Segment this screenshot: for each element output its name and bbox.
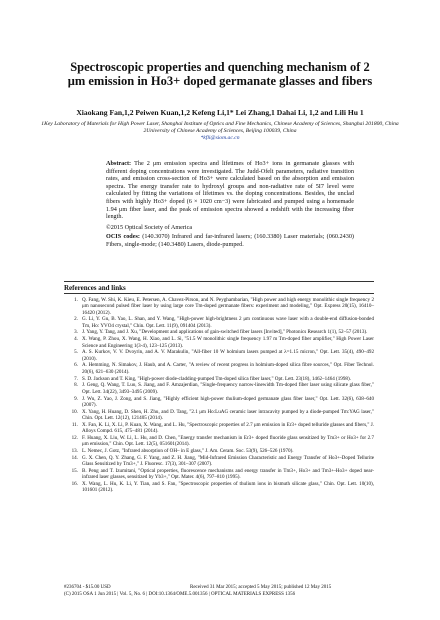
reference-number: 12. bbox=[71, 434, 78, 441]
reference-text: J. Geng, Q. Wang, T. Luo, S. Jiang, and F. Amzajerdian, "Single-frequency narrow-linewidth Tm-doped fiber laser using silicate glass fiber," Opt. Lett. 34(22), 3493–3495 (2009). bbox=[82, 382, 374, 395]
affiliation-2: 2University of Chinese Academy of Sciences, Beijing 100039, China bbox=[143, 128, 297, 134]
copyright-notice: ©2015 Optical Society of America bbox=[106, 223, 193, 231]
reference-text: G. Li, Y. Gu, B. Yao, L. Shan, and Y. Wang, "High-power high-brightness 2 μm continuous wave laser with a double-end diffusion-bonded Tm, Ho: YVO4 crystal," Chin. Opt. Lett. 11(9), 091404 (2013). bbox=[82, 316, 374, 329]
affiliations bbox=[40, 121, 400, 142]
corresponding-email[interactable]: *kfli@siom.ac.cn bbox=[200, 135, 240, 141]
reference-item bbox=[64, 316, 374, 329]
reference-text: S. D. Jackson and T. King, "High-power diode-cladding-pumped Tm-doped silica fiber laser," Opt. Lett. 23(18), 1462–1464 (1998). bbox=[82, 375, 351, 382]
footer-citation: (C) 2015 OSA 1 Jun 2015 | Vol. 5, No. 6 | DOI:10.1364/OME.5.001356 | OPTICAL MATERIALS EXPRESS 1356 bbox=[64, 592, 296, 597]
reference-number: 11. bbox=[71, 421, 78, 428]
footer-received: Received 31 Mar 2015; accepted 5 May 2015; published 12 May 2015 bbox=[190, 585, 332, 590]
reference-item bbox=[64, 396, 374, 409]
reference-text: Q. Fang, W. Shi, K. Kieu, E. Petersen, A. Chavez-Pirson, and N. Peyghambarian, "High power and high energy monolithic single frequency 2 μm nanosecond pulsed fiber laser by using large core Tm-doped germanate fibers: experiment and modeling," Opt. Express 20(15), 16410–16420 (2012). bbox=[82, 297, 374, 316]
reference-number: 10. bbox=[71, 408, 78, 415]
author-list: Xiaokang Fan,1,2 Peiwen Kuan,1,2 Kefeng Li,1* Lei Zhang,1 Dahai Li, 1,2 and Lili Hu 1 bbox=[76, 108, 364, 117]
reference-item bbox=[64, 362, 374, 375]
reference-text: J. Yang, Y. Tang, and J. Xu, "Development and applications of gain-switched fiber lasers [Invited]," Photonics Research 1(1), 52–57 (2013). bbox=[82, 329, 368, 336]
reference-item bbox=[64, 349, 374, 362]
reference-item bbox=[64, 376, 374, 382]
reference-text: F. Huang, X. Liu, W. Li, L. Hu, and D. Chen, "Energy transfer mechanism in Er3+ doped fluoride glass sensitized by Tm3+ or Ho3+ for 2.7 μm emission," Chin. Opt. Lett. 12(5), 051601(2014). bbox=[82, 434, 374, 448]
reference-item bbox=[64, 481, 374, 494]
affiliation-1: 1Key Laboratory of Materials for High Power Laser, Shanghai Institute of Optics and Fine Mechanics, Chinese Academy of Sciences, Shanghai 201800, China bbox=[41, 121, 399, 127]
reference-number: 4. bbox=[74, 336, 78, 343]
reference-text: X. Yang, H. Huang, D. Shen, H. Zhu, and D. Tang, "2.1 μm Ho:LuAG ceramic laser intracavity pumped by a diode-pumped Tm:YAG laser," Chin. Opt. Lett. 12(12), 121405 (2014). bbox=[82, 408, 374, 421]
reference-number: 14. bbox=[71, 454, 78, 461]
reference-list bbox=[64, 297, 374, 494]
section-divider-bottom bbox=[64, 293, 374, 294]
reference-number: 5. bbox=[74, 349, 78, 356]
reference-item bbox=[64, 468, 374, 481]
reference-text: J. Wu, Z. Yao, J. Zong, and S. Jiang, "Highly efficient high-power thulium-doped germanate glass fiber laser," Opt. Lett. 32(6), 638–640 (2007). bbox=[82, 395, 374, 408]
reference-number: 9. bbox=[74, 395, 78, 402]
reference-text: L. Nemec, J. Gotz, "Infrared absorption of OH– in E glass," J. Am. Ceram. Soc. 53(9), 526–526 (1970). bbox=[82, 447, 294, 454]
reference-item bbox=[64, 382, 374, 395]
reference-item bbox=[64, 297, 374, 316]
paper-title: Spectroscopic properties and quenching mechanism of 2 μm emission in Ho3+ doped germanate glasses and fibers bbox=[67, 60, 373, 88]
reference-item bbox=[64, 448, 374, 454]
reference-item bbox=[64, 329, 374, 335]
reference-number: 7. bbox=[74, 375, 78, 382]
ocis-text: (140.3070) Infrared and far-infrared lasers; (160.3380) Laser materials; (060.2430) Fibers, single-mode; (140.3480) Lasers, diode-pumped. bbox=[106, 233, 354, 248]
section-divider-top bbox=[64, 281, 374, 282]
reference-number: 8. bbox=[74, 382, 78, 389]
reference-text: X. Wang, L. Hu, K. Li, Y. Tian, and S. Fan, "Spectroscopic properties of thulium ions in bismuth silicate glass," Chin. Opt. Lett. 10(10), 101601 (2012). bbox=[82, 480, 374, 494]
reference-number: 3. bbox=[74, 329, 78, 336]
reference-item bbox=[64, 435, 374, 448]
ocis-label: OCIS codes: bbox=[106, 233, 140, 241]
reference-item bbox=[64, 409, 374, 422]
abstract-text: The 2 μm emission spectra and lifetimes of Ho3+ ions in germanate glasses with different doping concentrations were investigated. The Judd-Ofelt parameters, radiative transition rates, and emission cross-section of Ho3+ were calculated based on the absorption and emission spectra. The energy transfer rate to hydroxyl groups and non-radiative rate of 5I7 level were calculated by fitting the variations of lifetimes vs. the doping concentrations. Besides, the unclad fibers with highly Ho3+ doped (6 × 1020 cm−3) were fabricated and pumped using a homemade 1.94 μm fiber laser, and the peak of emission spectra showed a redshift with the increasing fiber length. bbox=[106, 160, 354, 221]
reference-number: 2. bbox=[74, 316, 78, 323]
ocis-codes bbox=[106, 233, 354, 248]
reference-number: 15. bbox=[71, 467, 78, 474]
reference-number: 16. bbox=[71, 480, 78, 487]
abstract-paragraph bbox=[106, 160, 354, 221]
references-heading: References and links bbox=[64, 284, 126, 292]
reference-item bbox=[64, 336, 374, 349]
abstract-block bbox=[106, 160, 354, 249]
reference-text: X. Wang, P. Zhou, X. Wang, H. Xiao, and L. Si, "51.5 W monolithic single frequency 1.97 m Tm-doped fiber amplifier," High Power Laser Science and Engineering 1(3-4), 123–125 (2013). bbox=[82, 336, 374, 349]
reference-text: A. S. Kurkov, V. V. Dvoyrin, and A. V. Marakulin, "All-fiber 10 W holmium lasers pumped at λ=1.15 micron," Opt. Lett. 35(4), 490–492 (2010). bbox=[82, 349, 374, 362]
reference-text: B. Peng and T. Izumitani, "Optical properties, fluorescence mechanisms and energy transfer in Tm3+, Ho3+ and Tm3+-Ho3+ doped near-infrared laser glasses, sensitized by Yb3+," Opt. Mater. 4(6), 797–810 (1995). bbox=[82, 467, 374, 481]
reference-item bbox=[64, 455, 374, 468]
footer-doc-id: #236704 - $15.00 USD bbox=[64, 585, 111, 590]
reference-number: 6. bbox=[74, 362, 78, 369]
reference-text: X. Fan, K. Li, X. Li, P. Kuan, X. Wang, and L. Hu, "Spectroscopic properties of 2.7 μm emission in Er3+ doped telluride glasses and fibers," J. Alloys Compd. 615, 475–481 (2014). bbox=[82, 421, 374, 434]
reference-text: A. Hemming, N. Simakov, J. Haub, and A. Carter, "A review of recent progress in holmium-doped silica fibre sources," Opt. Fiber Technol. 20(6), 621–630 (2014). bbox=[82, 362, 374, 375]
abstract-label: Abstract: bbox=[106, 160, 132, 167]
reference-number: 1. bbox=[74, 297, 78, 303]
reference-number: 13. bbox=[71, 447, 78, 454]
reference-text: G. X. Chen, Q. Y. Zhang, G. F. Yang, and Z. H. Jiang, "Mid-Infrared Emission Characteristic and Energy Transfer of Ho3+-Doped Tellurite Glass Sensitized by Tm3+," J. Fluoresc. 17(3), 301–307 (2007). bbox=[82, 454, 374, 467]
reference-item bbox=[64, 422, 374, 435]
